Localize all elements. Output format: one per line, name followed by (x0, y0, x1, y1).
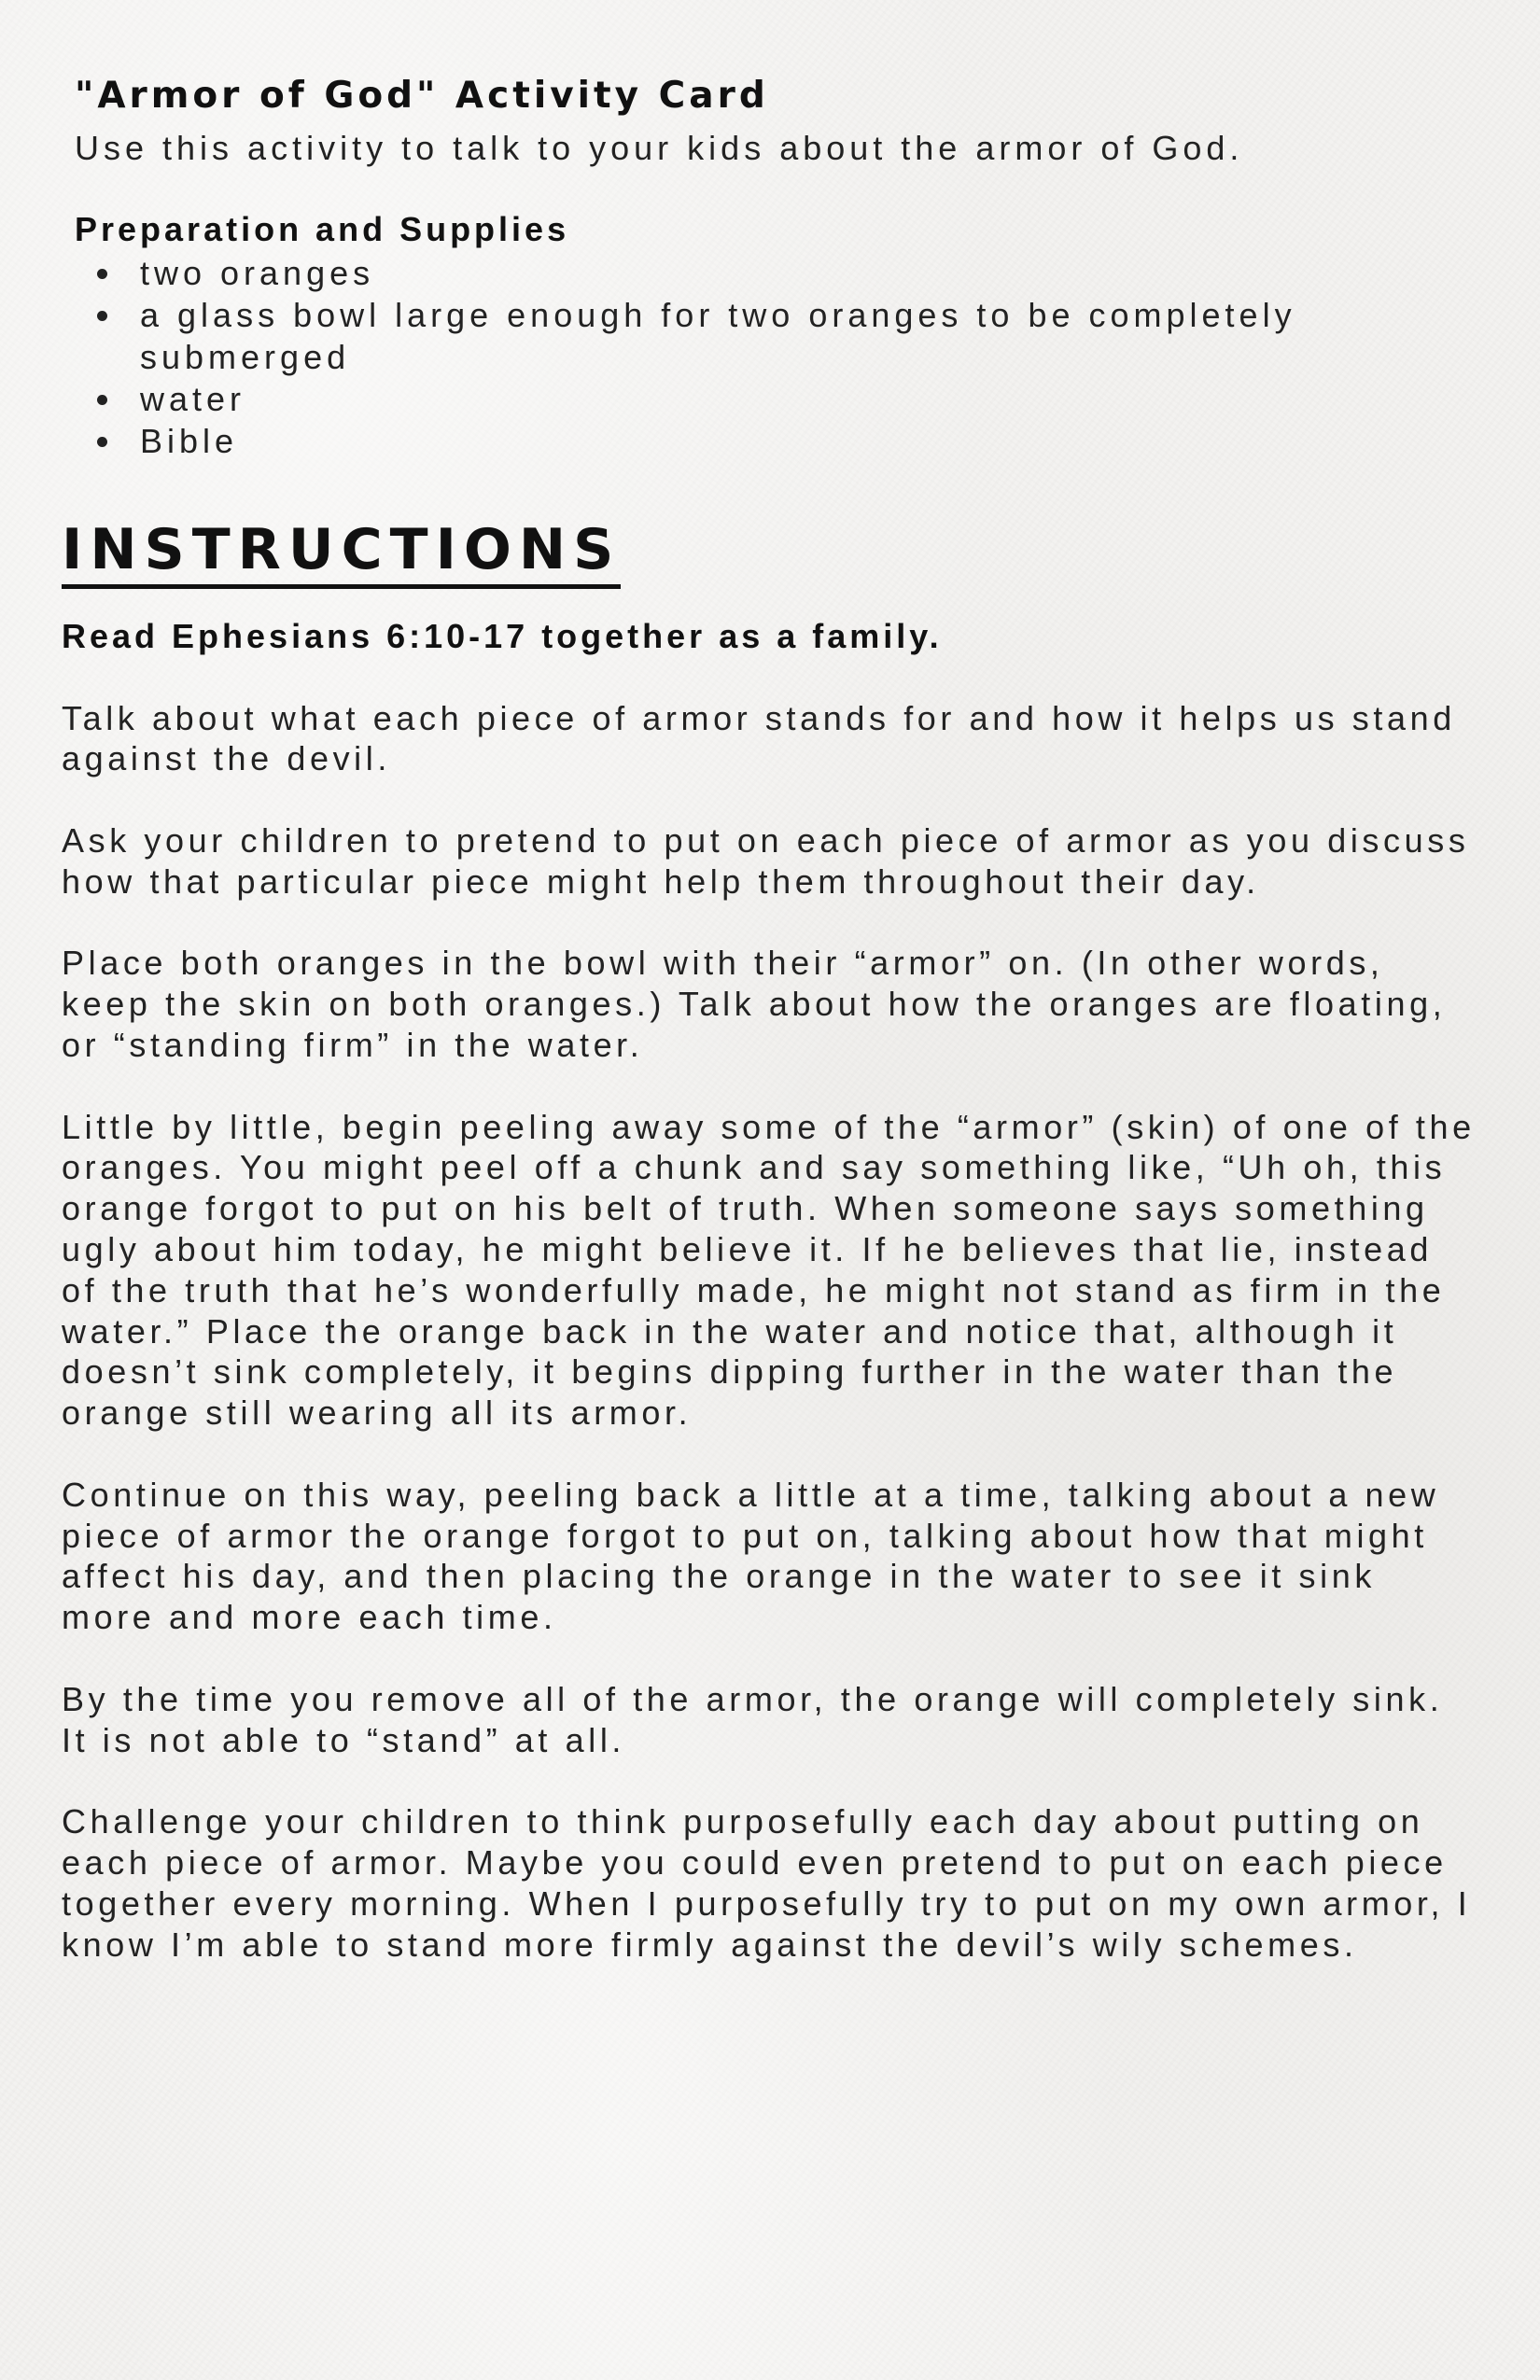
supply-item-text: two oranges (140, 254, 375, 292)
supply-item-text: Bible (140, 422, 239, 460)
supply-item-text: water (140, 380, 246, 418)
bullet-icon (97, 311, 107, 321)
preparation-heading: Preparation and Supplies (75, 210, 570, 248)
instructions-heading: INSTRUCTIONS (62, 519, 621, 589)
instruction-paragraph: By the time you remove all of the armor, the orange will completely sink. It is not able to “stand” at all. (62, 1679, 1444, 1759)
bullet-icon (97, 437, 107, 447)
supply-item (93, 294, 1307, 378)
supply-item (93, 420, 1307, 462)
supply-item-text: a glass bowl large enough for two oranges to be completely submerged (140, 296, 1296, 376)
supplies-list (93, 252, 1307, 462)
instruction-paragraph: Talk about what each piece of armor stands for and how it helps us stand against the devil. (62, 698, 1456, 778)
instruction-paragraph: Continue on this way, peeling back a little at a time, talking about a new piece of armor the orange forgot to put on, talking about how that might affect his day, and then placing the orange in the water to see it sink more and more each time. (62, 1475, 1440, 1637)
bullet-icon (97, 395, 107, 405)
card-title: "Armor of God" Activity Card (75, 75, 769, 117)
instruction-paragraph: Challenge your children to think purposefully each day about putting on each piece of armor. Maybe you could even pretend to put on each piece together every morning. When I purposefully try to put on my own armor, I know I’m able to stand more firmly against the devil’s wily schemes. (62, 1802, 1472, 1964)
instruction-paragraph: Little by little, begin peeling away some of the “armor” (skin) of one of the oranges. You might peel off a chunk and say something like, “Uh oh, this orange forgot to put on his belt of truth. When someone says something ugly about him today, he might believe it. If he believes that lie, instead of the truth that he’s wonderfully made, he might not stand as firm in the water.” Place the orange back in the water and notice that, although it doesn’t sink completely, it begins dipping further in the water than the orange still wearing all its armor. (62, 1107, 1476, 1433)
bullet-icon (97, 269, 107, 279)
instructions-lead: Read Ephesians 6:10-17 together as a family. (62, 617, 943, 655)
card-subtitle: Use this activity to talk to your kids about the armor of God. (75, 129, 1244, 167)
instructions-body (62, 616, 1480, 2006)
supply-item (93, 252, 1307, 294)
supply-item (93, 378, 1307, 420)
instruction-paragraph: Place both oranges in the bowl with their “armor” on. (In other words, keep the skin on both oranges.) Talk about how the oranges are floating, or “standing firm” in the water. (62, 944, 1447, 1064)
instruction-paragraph: Ask your children to pretend to put on each piece of armor as you discuss how that particular piece might help them throughout their day. (62, 820, 1470, 901)
